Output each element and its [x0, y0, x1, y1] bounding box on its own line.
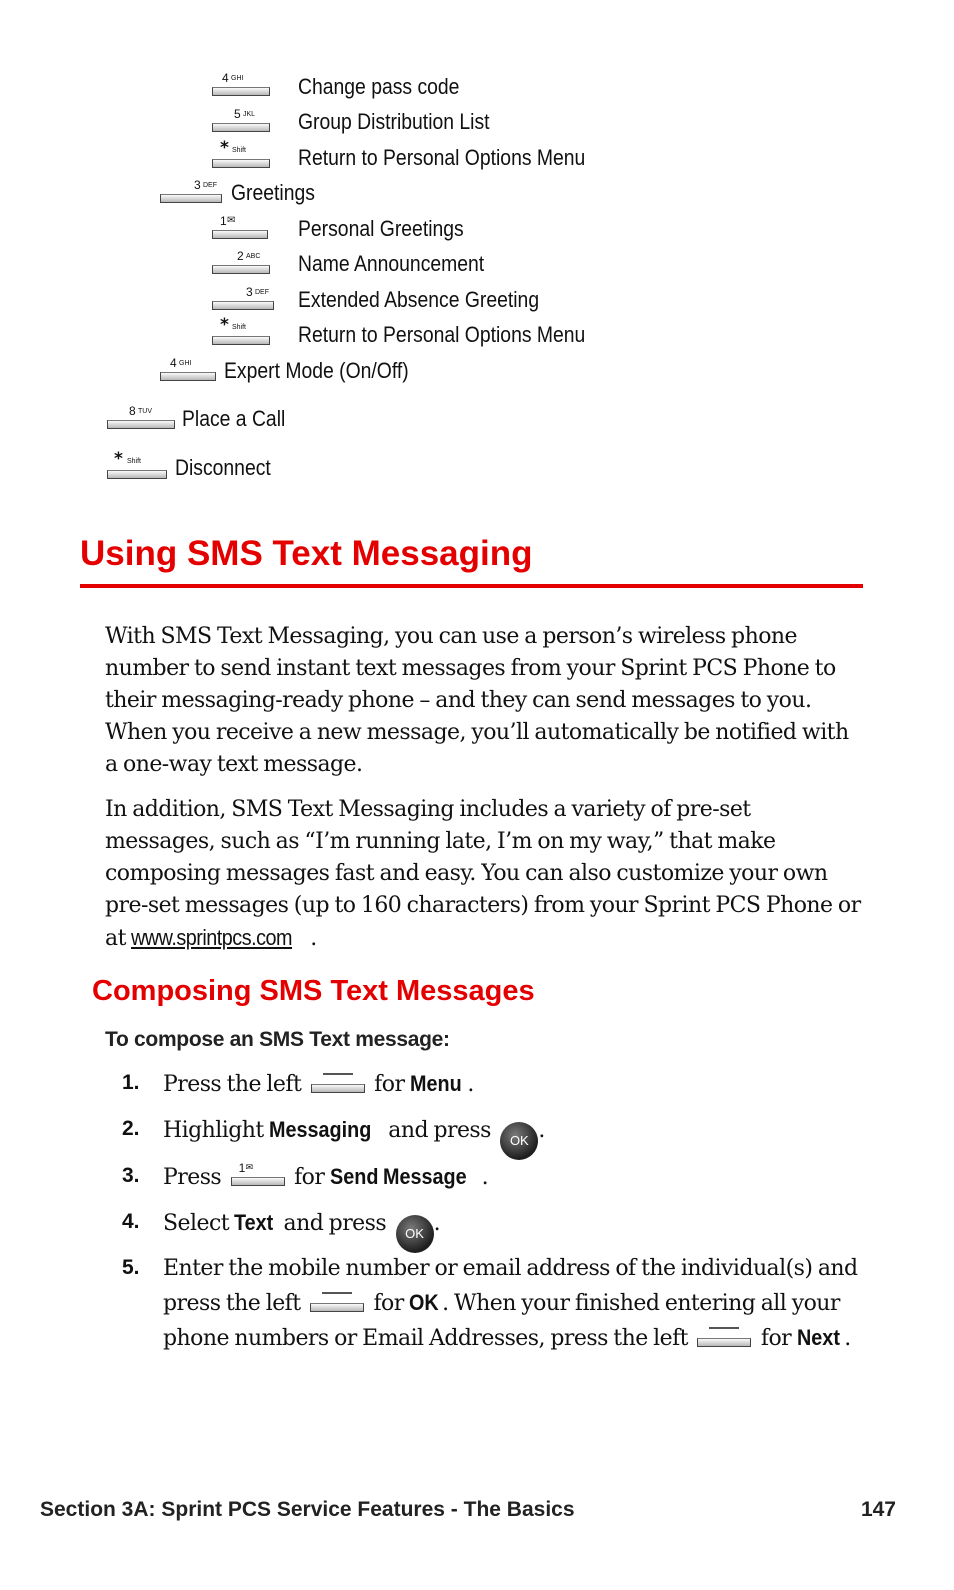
menu-item-label: Expert Mode (On/Off)	[224, 358, 409, 383]
menu-item-label: Return to Personal Options Menu	[298, 322, 586, 347]
key-star-icon: * Shift	[212, 144, 270, 168]
menu-item-label: Group Distribution List	[298, 109, 490, 134]
subsection-title: Composing SMS Text Messages	[92, 975, 535, 1007]
page-number: 147	[860, 1498, 896, 1521]
key-star-icon: * Shift	[212, 321, 270, 345]
section-title: Using SMS Text Messaging	[80, 534, 533, 573]
footer-section-label: Section 3A: Sprint PCS Service Features - The Basics	[40, 1498, 575, 1521]
key-4-icon: 4 GHI	[160, 357, 216, 381]
key-1-icon: 1 ✉	[212, 215, 268, 239]
key-3-icon: 3 DEF	[212, 286, 274, 310]
menu-item-label: Personal Greetings	[298, 216, 464, 241]
page-footer	[40, 1496, 896, 1524]
instruction-lead: To compose an SMS Text message:	[105, 1028, 450, 1051]
key-8-icon: 8 TUV	[107, 405, 175, 429]
menu-item-label: Return to Personal Options Menu	[298, 145, 586, 170]
key-1-icon: 1 ✉	[231, 1162, 285, 1188]
key-star-icon: * Shift	[107, 455, 167, 479]
key-3-icon: 3 DEF	[160, 179, 222, 203]
detail-paragraph: In addition, SMS Text Messaging includes a variety of pre-set messages, such as “I’m running late, I’m on my way,” that make composing messages fast and easy. You can also customize your own pre-set messages (up to 160 characters) from your Sprint PCS Phone or at www.sprintpcs.com .	[105, 794, 865, 955]
left-softkey-icon	[311, 1069, 365, 1095]
menu-item-label: Greetings	[231, 180, 315, 205]
key-4-icon: 4 GHI	[212, 72, 270, 96]
menu-item-label: Extended Absence Greeting	[298, 287, 540, 312]
intro-paragraph: With SMS Text Messaging, you can use a person’s wireless phone number to send instant text messages from your Sprint PCS Phone to their messaging-ready phone – and they can send messages to you. When you receive a new message, you’ll automatically be notified with a one-way text message.	[105, 624, 849, 777]
ok-button-icon: OK	[396, 1215, 434, 1253]
menu-item-label: Name Announcement	[298, 251, 485, 276]
left-softkey-icon	[697, 1323, 751, 1349]
title-rule	[80, 584, 863, 588]
menu-item-label: Change pass code	[298, 74, 460, 99]
menu-item-label: Disconnect	[175, 455, 271, 480]
key-5-icon: 5 JKL	[212, 108, 270, 132]
ok-button-icon: OK	[500, 1122, 538, 1160]
left-softkey-icon	[310, 1288, 364, 1314]
sprintpcs-link[interactable]: www.sprintpcs.com	[131, 925, 293, 950]
menu-item-label: Place a Call	[182, 406, 286, 431]
key-2-icon: 2 ABC	[212, 250, 270, 274]
